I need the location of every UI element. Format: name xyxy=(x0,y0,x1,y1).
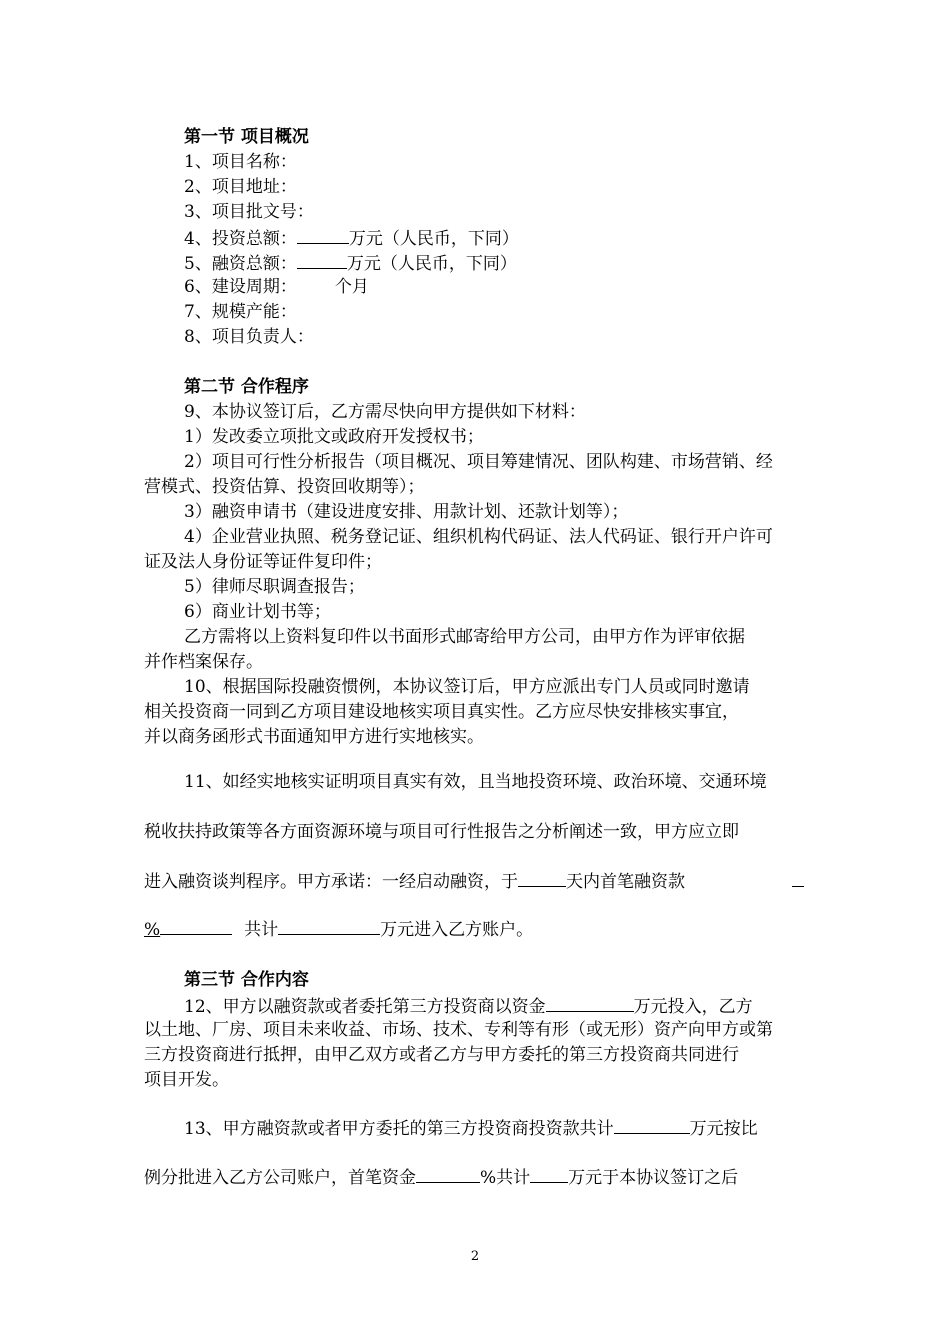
paragraph-9: 9、本协议签订后，乙方需尽快向甲方提供如下材料： xyxy=(184,402,586,422)
item-4 xyxy=(184,225,519,251)
paragraph-13-line-1 xyxy=(184,1115,758,1141)
blank-field xyxy=(297,250,347,269)
blank-field xyxy=(278,916,380,935)
item-4-unit: 万元（人民币，下同） xyxy=(348,229,519,249)
blank-field xyxy=(530,1164,568,1183)
blank-field xyxy=(614,1115,690,1134)
paragraph-11-line-1: 11、如经实地核实证明项目真实有效，且当地投资环境、政治环境、交通环境 xyxy=(184,772,767,792)
p11-text-c: 万元进入乙方账户。 xyxy=(380,920,534,940)
material-6: 6）商业计划书等； xyxy=(184,602,331,622)
note-line-2: 并作档案保存。 xyxy=(144,652,263,672)
item-3: 3、项目批文号： xyxy=(184,202,314,222)
item-2: 2、项目地址： xyxy=(184,177,297,197)
p13-text-c: 例分批进入乙方公司账户，首笔资金 xyxy=(144,1168,416,1188)
item-6-unit: 个月 xyxy=(334,277,369,297)
p13-text-d: %共计 xyxy=(480,1168,531,1188)
paragraph-10-line-2: 相关投资商一同到乙方项目建设地核实项目真实性。乙方应尽快安排核实事宜， xyxy=(144,702,739,722)
section-heading-3: 第三节 合作内容 xyxy=(184,970,309,990)
material-2-line-1: 2）项目可行性分析报告（项目概况、项目筹建情况、团队构建、市场营销、经 xyxy=(184,452,773,472)
paragraph-13-line-2 xyxy=(144,1164,738,1190)
item-8: 8、项目负责人： xyxy=(184,327,314,347)
p11-total: 共计 xyxy=(244,920,279,940)
paragraph-12-line-1 xyxy=(184,993,753,1019)
paragraph-12-line-2: 以土地、厂房、项目未来收益、市场、技术、专利等有形（或无形）资产向甲方或第 xyxy=(144,1020,773,1040)
item-7: 7、规模产能： xyxy=(184,302,297,322)
p13-text-b: 万元按比 xyxy=(689,1119,758,1139)
item-6 xyxy=(184,275,369,299)
blank-field xyxy=(160,916,232,935)
p11-percent: % xyxy=(144,920,161,940)
blank-field xyxy=(297,225,349,244)
blank-field xyxy=(416,1164,480,1183)
item-4-label: 4、投资总额： xyxy=(184,229,297,249)
blank-field xyxy=(518,868,566,887)
material-1: 1）发改委立项批文或政府开发授权书； xyxy=(184,427,484,447)
item-5-label: 5、融资总额： xyxy=(184,254,297,274)
section-heading-1: 第一节 项目概况 xyxy=(184,127,309,147)
p12-text-a: 12、甲方以融资款或者委托第三方投资商以资金 xyxy=(184,997,546,1017)
p13-text-a: 13、甲方融资款或者甲方委托的第三方投资商投资款共计 xyxy=(184,1119,614,1139)
material-3: 3）融资申请书（建设进度安排、用款计划、还款计划等）； xyxy=(184,502,629,522)
trailing-blank xyxy=(792,868,804,894)
material-2-line-2: 营模式、投资估算、投资回收期等）； xyxy=(144,477,425,497)
paragraph-12-line-3: 三方投资商进行抵押，由甲乙双方或者乙方与甲方委托的第三方投资商共同进行 xyxy=(144,1045,739,1065)
item-5 xyxy=(184,250,517,276)
item-1: 1、项目名称： xyxy=(184,152,297,172)
p12-text-b: 万元投入，乙方 xyxy=(633,997,753,1017)
p11-text-b: 天内首笔融资款 xyxy=(566,872,685,892)
note-line-1: 乙方需将以上资料复印件以书面形式邮寄给甲方公司，由甲方作为评审依据 xyxy=(184,627,745,647)
p11-text-a: 进入融资谈判程序。甲方承诺：一经启动融资，于 xyxy=(144,872,518,892)
page-number: 2 xyxy=(470,1249,480,1264)
paragraph-10-line-3: 并以商务函形式书面通知甲方进行实地核实。 xyxy=(144,727,484,747)
section-heading-2: 第二节 合作程序 xyxy=(184,377,309,397)
blank-field xyxy=(792,868,804,887)
item-6-label: 6、建设周期： xyxy=(184,277,297,297)
item-5-unit: 万元（人民币，下同） xyxy=(346,254,517,274)
blank-field xyxy=(546,993,634,1012)
paragraph-12-line-4: 项目开发。 xyxy=(144,1070,229,1090)
paragraph-11-line-2: 税收扶持政策等各方面资源环境与项目可行性报告之分析阐述一致，甲方应立即 xyxy=(144,822,739,842)
material-4-line-1: 4）企业营业执照、税务登记证、组织机构代码证、法人代码证、银行开户许可 xyxy=(184,527,773,547)
material-5: 5）律师尽职调查报告； xyxy=(184,577,365,597)
paragraph-10-line-1: 10、根据国际投融资惯例，本协议签订后，甲方应派出专门人员或同时邀请 xyxy=(184,677,750,697)
paragraph-11-line-4 xyxy=(144,916,533,942)
material-4-line-2: 证及法人身份证等证件复印件； xyxy=(144,552,382,572)
p13-text-e: 万元于本协议签订之后 xyxy=(568,1168,739,1188)
paragraph-11-line-3 xyxy=(144,868,685,894)
